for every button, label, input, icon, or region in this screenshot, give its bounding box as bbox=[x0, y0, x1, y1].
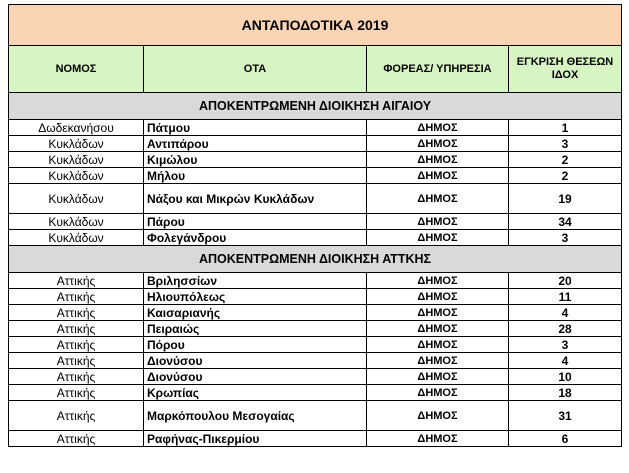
cell-foreas: ΔΗΜΟΣ bbox=[367, 353, 509, 369]
table-row bbox=[9, 369, 622, 385]
cell-foreas: ΔΗΜΟΣ bbox=[367, 321, 509, 337]
cell-ota: Κιμώλου bbox=[144, 152, 367, 168]
table-row bbox=[9, 152, 622, 168]
cell-ota: Πάτμου bbox=[144, 120, 367, 136]
table-row bbox=[9, 136, 622, 152]
cell-foreas: ΔΗΜΟΣ bbox=[367, 431, 509, 447]
header-row bbox=[9, 46, 622, 93]
cell-foreas: ΔΗΜΟΣ bbox=[367, 401, 509, 431]
cell-foreas: ΔΗΜΟΣ bbox=[367, 369, 509, 385]
cell-theseis: 4 bbox=[509, 353, 622, 369]
table-row bbox=[9, 321, 622, 337]
cell-theseis: 3 bbox=[509, 230, 622, 246]
section-title: ΑΠΟΚΕΝΤΡΩΜΕΝΗ ΔΙΟΙΚΗΣΗ ΑΤΤΚΗΣ bbox=[9, 246, 622, 273]
table-row bbox=[9, 214, 622, 230]
cell-nomos: Κυκλάδων bbox=[9, 136, 144, 152]
cell-theseis: 4 bbox=[509, 305, 622, 321]
header-foreas: ΦΟΡΕΑΣ/ ΥΠΗΡΕΣΙΑ bbox=[367, 46, 509, 93]
section-row bbox=[9, 93, 622, 120]
cell-nomos: Δωδεκανήσου bbox=[9, 120, 144, 136]
allocation-table bbox=[8, 4, 622, 447]
table-row bbox=[9, 385, 622, 401]
cell-ota: Διονύσου bbox=[144, 369, 367, 385]
cell-nomos: Αττικής bbox=[9, 353, 144, 369]
cell-nomos: Αττικής bbox=[9, 321, 144, 337]
cell-ota: Αντιπάρου bbox=[144, 136, 367, 152]
cell-ota: Μήλου bbox=[144, 168, 367, 184]
cell-foreas: ΔΗΜΟΣ bbox=[367, 385, 509, 401]
cell-nomos: Αττικής bbox=[9, 369, 144, 385]
cell-nomos: Κυκλάδων bbox=[9, 184, 144, 214]
table-row bbox=[9, 273, 622, 289]
title-row bbox=[9, 5, 622, 46]
cell-theseis: 3 bbox=[509, 136, 622, 152]
section-row bbox=[9, 246, 622, 273]
table-row bbox=[9, 289, 622, 305]
cell-ota: Μαρκόπουλου Μεσογαίας bbox=[144, 401, 367, 431]
header-theseis: ΕΓΚΡΙΣΗ ΘΕΣΕΩΝ ΙΔΟΧ bbox=[509, 46, 622, 93]
cell-ota: Πειραιώς bbox=[144, 321, 367, 337]
cell-nomos: Αττικής bbox=[9, 305, 144, 321]
cell-theseis: 6 bbox=[509, 431, 622, 447]
table-row bbox=[9, 120, 622, 136]
header-ota: ΟΤΑ bbox=[144, 46, 367, 93]
table-row bbox=[9, 305, 622, 321]
cell-theseis: 34 bbox=[509, 214, 622, 230]
header-nomos: ΝΟΜΟΣ bbox=[9, 46, 144, 93]
cell-nomos: Κυκλάδων bbox=[9, 230, 144, 246]
cell-theseis: 28 bbox=[509, 321, 622, 337]
cell-ota: Πόρου bbox=[144, 337, 367, 353]
cell-foreas: ΔΗΜΟΣ bbox=[367, 305, 509, 321]
cell-foreas: ΔΗΜΟΣ bbox=[367, 168, 509, 184]
cell-foreas: ΔΗΜΟΣ bbox=[367, 214, 509, 230]
cell-theseis: 20 bbox=[509, 273, 622, 289]
cell-theseis: 10 bbox=[509, 369, 622, 385]
cell-foreas: ΔΗΜΟΣ bbox=[367, 289, 509, 305]
cell-ota: Φολεγάνδρου bbox=[144, 230, 367, 246]
cell-ota: Νάξου και Μικρών Κυκλάδων bbox=[144, 184, 367, 214]
cell-ota: Καισαριανής bbox=[144, 305, 367, 321]
cell-nomos: Αττικής bbox=[9, 273, 144, 289]
cell-ota: Διονύσου bbox=[144, 353, 367, 369]
cell-ota: Κρωπίας bbox=[144, 385, 367, 401]
cell-nomos: Αττικής bbox=[9, 385, 144, 401]
table-row bbox=[9, 353, 622, 369]
cell-ota: Βριλησσίων bbox=[144, 273, 367, 289]
cell-foreas: ΔΗΜΟΣ bbox=[367, 136, 509, 152]
cell-foreas: ΔΗΜΟΣ bbox=[367, 230, 509, 246]
table-row bbox=[9, 184, 622, 214]
cell-foreas: ΔΗΜΟΣ bbox=[367, 273, 509, 289]
cell-ota: Πάρου bbox=[144, 214, 367, 230]
cell-nomos: Αττικής bbox=[9, 431, 144, 447]
cell-theseis: 31 bbox=[509, 401, 622, 431]
cell-ota: Ηλιουπόλεως bbox=[144, 289, 367, 305]
cell-foreas: ΔΗΜΟΣ bbox=[367, 337, 509, 353]
cell-theseis: 1 bbox=[509, 120, 622, 136]
cell-theseis: 3 bbox=[509, 337, 622, 353]
cell-theseis: 19 bbox=[509, 184, 622, 214]
cell-theseis: 2 bbox=[509, 168, 622, 184]
table-row bbox=[9, 401, 622, 431]
cell-ota: Ραφήνας-Πικερμίου bbox=[144, 431, 367, 447]
cell-nomos: Αττικής bbox=[9, 401, 144, 431]
cell-nomos: Κυκλάδων bbox=[9, 152, 144, 168]
cell-foreas: ΔΗΜΟΣ bbox=[367, 184, 509, 214]
cell-nomos: Κυκλάδων bbox=[9, 214, 144, 230]
table-title: ΑΝΤΑΠΟΔΟΤΙΚΑ 2019 bbox=[9, 5, 622, 46]
table-row bbox=[9, 337, 622, 353]
cell-theseis: 2 bbox=[509, 152, 622, 168]
table-row bbox=[9, 168, 622, 184]
cell-nomos: Αττικής bbox=[9, 289, 144, 305]
cell-foreas: ΔΗΜΟΣ bbox=[367, 120, 509, 136]
table-body bbox=[9, 5, 622, 447]
cell-foreas: ΔΗΜΟΣ bbox=[367, 152, 509, 168]
cell-theseis: 11 bbox=[509, 289, 622, 305]
cell-theseis: 18 bbox=[509, 385, 622, 401]
cell-nomos: Αττικής bbox=[9, 337, 144, 353]
section-title: ΑΠΟΚΕΝΤΡΩΜΕΝΗ ΔΙΟΙΚΗΣΗ ΑΙΓΑΙΟΥ bbox=[9, 93, 622, 120]
table-row bbox=[9, 431, 622, 447]
table-row bbox=[9, 230, 622, 246]
cell-nomos: Κυκλάδων bbox=[9, 168, 144, 184]
